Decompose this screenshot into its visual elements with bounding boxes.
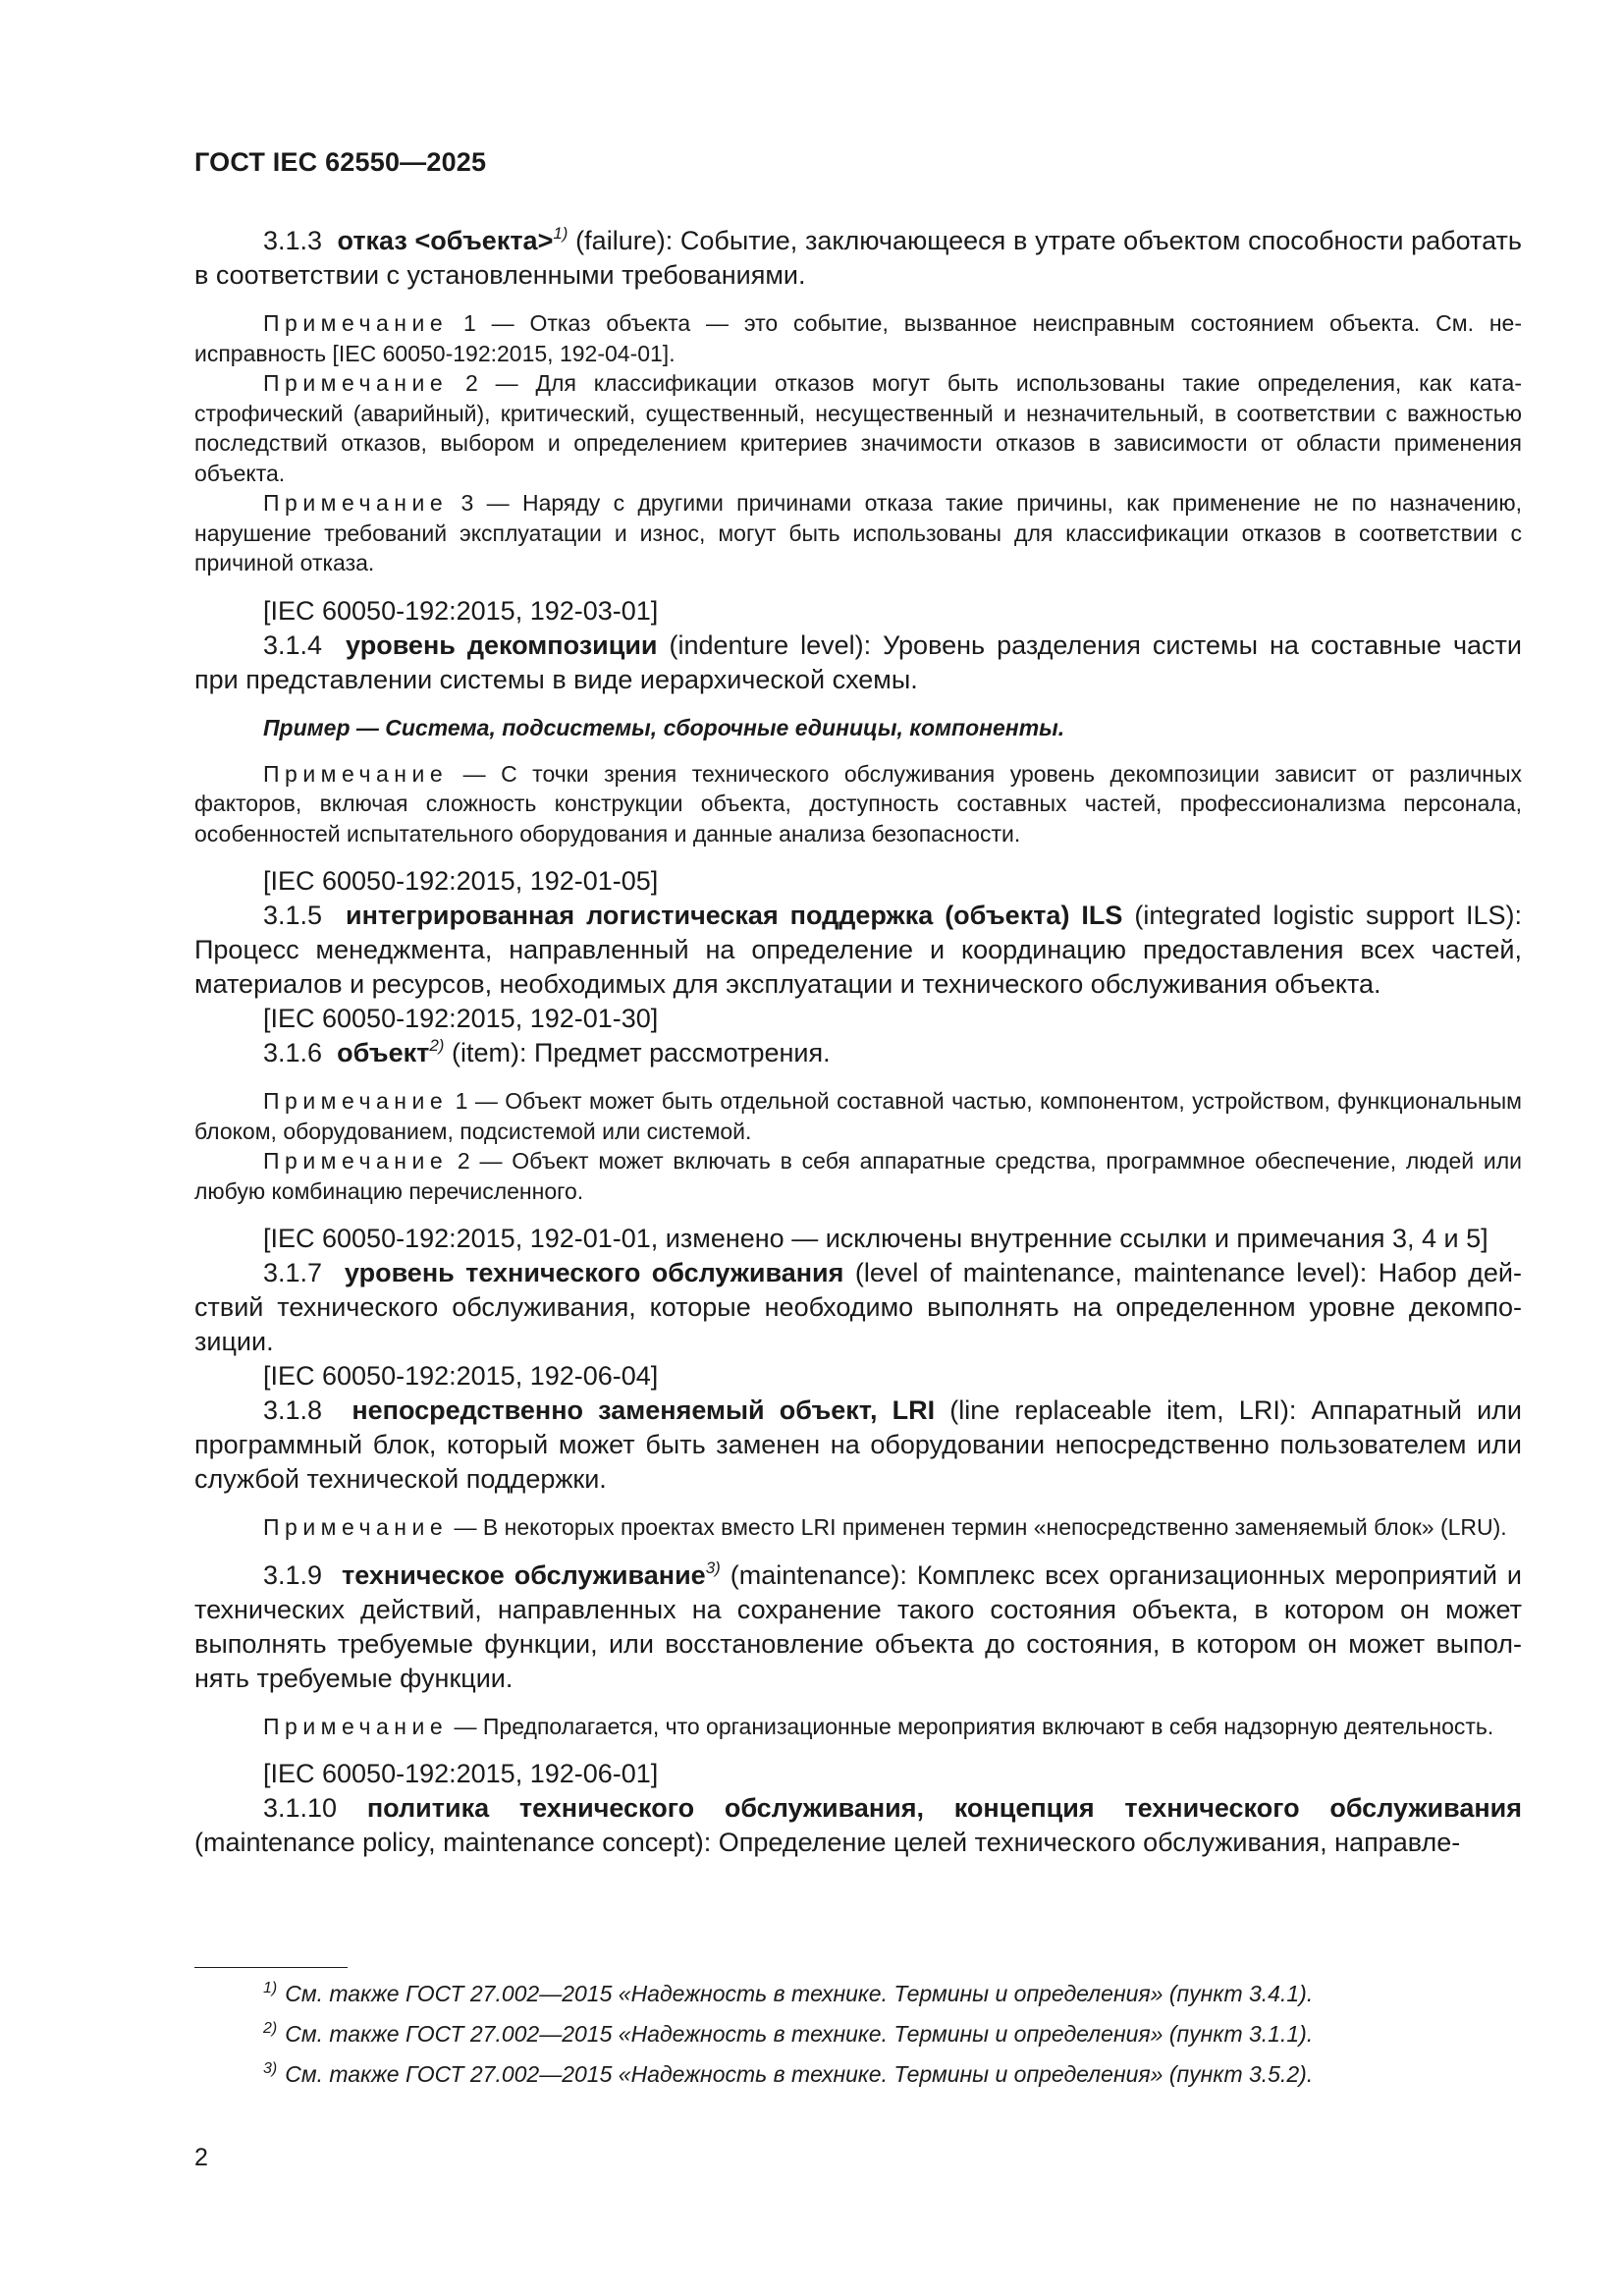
term-reference: [IEC 60050-192:2015, 192-06-04] bbox=[263, 1361, 659, 1391]
note-label: Примечание bbox=[263, 1514, 449, 1540]
page-number: 2 bbox=[194, 2144, 208, 2171]
footnote-mark: 1) bbox=[263, 1980, 278, 1996]
term-definition: (indenture level): Уровень разделения системы на составные части при представлении системы в виде иерархической схемы. bbox=[194, 629, 1522, 694]
term-name: интегрированная логистическая поддержка (объекта) ILS bbox=[346, 901, 1123, 930]
note-label: Примечание bbox=[263, 310, 449, 336]
term-name: уровень технического обслуживания bbox=[344, 1258, 844, 1287]
note bbox=[194, 1712, 1522, 1742]
footnotes bbox=[263, 1974, 1520, 2095]
note bbox=[194, 1512, 1522, 1543]
footnote-mark: 3) bbox=[263, 2060, 278, 2077]
term-definition: (level of maintenance, maintenance level): Набор действий технического обслуживания, которые необходимо выполнять на определенном уровне декомпозиции. bbox=[194, 1258, 1522, 1356]
term-definition: (item): Предмет рассмотрения. bbox=[444, 1038, 831, 1067]
term-reference: [IEC 60050-192:2015, 192-01-01, изменено — исключены внутренние ссылки и примечания 3, 4 и 5] bbox=[263, 1224, 1488, 1253]
footnote-2 bbox=[263, 2014, 1520, 2054]
note-text: 1 — Отказ объекта — это событие, вызванное неисправным состоянием объекта. См. неисправность [IEC 60050-192:2015, 192-04-01]. bbox=[194, 310, 1522, 366]
note-text: 1 — Объект может быть отдельной составной частью, компонентом, устройством, функциональным блоком, оборудованием, подсистемой или системой. bbox=[194, 1088, 1522, 1144]
term-3-1-8 bbox=[194, 1394, 1522, 1497]
note-label: Примечание bbox=[263, 370, 449, 396]
example: Пример — Система, подсистемы, сборочные единицы, компоненты. bbox=[263, 714, 1065, 740]
term-number: 3.1.9 bbox=[263, 1559, 323, 1590]
note-text: — Предполагается, что организационные мероприятия включают в себя надзорную деятельность. bbox=[448, 1713, 1494, 1739]
term-number: 3.1.4 bbox=[263, 629, 323, 660]
term-name: непосредственно заменяемый объект, LRI bbox=[352, 1395, 936, 1425]
term-reference: [IEC 60050-192:2015, 192-03-01] bbox=[263, 595, 659, 626]
term-definition: (maintenance policy, maintenance concept): Определение целей технического обслуживания, направле- bbox=[194, 1828, 1461, 1857]
note-text: — В некоторых проектах вместо LRI применен термин «непосредственно заменяемый блок» (LRU). bbox=[448, 1514, 1507, 1540]
note bbox=[194, 759, 1522, 849]
term-number: 3.1.8 bbox=[263, 1395, 323, 1425]
note-text: 2 — Объект может включать в себя аппаратные средства, программное обеспечение, людей или любую комбинацию перечисленного. bbox=[194, 1148, 1522, 1204]
document-header: ГОСТ IEC 62550—2025 bbox=[194, 147, 487, 177]
term-name: политика технического обслуживания, концепция технического обслуживания bbox=[366, 1793, 1522, 1823]
footnote-ref: 1) bbox=[553, 224, 568, 243]
term-number: 3.1.7 bbox=[263, 1258, 323, 1287]
note-label: Примечание bbox=[263, 1088, 449, 1114]
term-name: объект bbox=[337, 1038, 430, 1067]
note bbox=[194, 1146, 1522, 1206]
term-number: 3.1.3 bbox=[263, 226, 323, 255]
term-3-1-3 bbox=[194, 224, 1522, 293]
term-3-1-9 bbox=[194, 1558, 1522, 1696]
term-number: 3.1.10 bbox=[263, 1793, 338, 1823]
term-name: уровень декомпозиции bbox=[346, 629, 658, 660]
term-reference: [IEC 60050-192:2015, 192-01-30] bbox=[263, 1004, 659, 1033]
term-name: отказ <объекта> bbox=[337, 226, 554, 255]
term-reference: [IEC 60050-192:2015, 192-06-01] bbox=[263, 1759, 659, 1788]
term-definition: (line replaceable item, LRI): Аппаратный или программный блок, который может быть заменен на оборудовании непосредственно пользователем или службой технической поддержки. bbox=[194, 1395, 1522, 1494]
footnote-ref: 2) bbox=[429, 1036, 445, 1055]
note bbox=[194, 1086, 1522, 1146]
footnote-mark: 2) bbox=[263, 2020, 278, 2037]
term-3-1-7 bbox=[194, 1256, 1522, 1359]
term-definition: (failure): Событие, заключающееся в утрате объектом способности работать в соответствии с установленными требованиями. bbox=[194, 226, 1522, 290]
term-3-1-6 bbox=[194, 1036, 1522, 1070]
note-label: Примечание bbox=[263, 760, 449, 787]
note-text: 3 — Наряду с другими причинами отказа такие причины, как применение не по назначению, нарушение требований эксплуатации и износ, могут быть использованы для классификации отказов в соответствии с причиной отказа. bbox=[194, 490, 1522, 575]
footnote-text: См. также ГОСТ 27.002—2015 «Надежность в технике. Термины и определения» (пункт 3.5.2). bbox=[285, 2061, 1314, 2087]
term-definition: (maintenance): Комплекс всех организационных мероприятий и технических действий, направленных на сохранение такого состояния объекта, в котором он может выполнять требуемые функции, или восстановление объекта до состояния, в котором он может выполнять требуемые функции. bbox=[194, 1559, 1523, 1693]
footnote-text: См. также ГОСТ 27.002—2015 «Надежность в технике. Термины и определения» (пункт 3.1.1). bbox=[285, 2021, 1314, 2047]
note-label: Примечание bbox=[263, 1148, 449, 1174]
footnote-ref: 3) bbox=[705, 1558, 721, 1577]
term-number: 3.1.6 bbox=[263, 1038, 323, 1067]
term-3-1-4 bbox=[194, 629, 1522, 697]
note bbox=[194, 308, 1522, 368]
document-body bbox=[194, 224, 1522, 1860]
term-3-1-10 bbox=[194, 1791, 1522, 1860]
term-3-1-5 bbox=[194, 899, 1522, 1002]
footnote-text: См. также ГОСТ 27.002—2015 «Надежность в технике. Термины и определения» (пункт 3.4.1). bbox=[285, 1981, 1314, 2006]
term-name: техническое обслуживание bbox=[342, 1559, 706, 1590]
note-text: 2 — Для классификации отказов могут быть использованы такие определения, как катастрофический (аварийный), критический, существенный, несущественный и незначительный, в соответствии с важностью последствий отказов, выбором и определением критериев значимости отказов в зависимости от области применения объекта. bbox=[194, 370, 1522, 486]
note-label: Примечание bbox=[263, 1713, 449, 1739]
term-number: 3.1.5 bbox=[263, 901, 323, 930]
note bbox=[194, 368, 1522, 488]
note-label: Примечание bbox=[263, 490, 449, 516]
term-reference: [IEC 60050-192:2015, 192-01-05] bbox=[263, 866, 659, 896]
term-definition: (integrated logistic support ILS): Процесс менеджмента, направленный на определение и координацию предоставления всех частей, материалов и ресурсов, необходимых для эксплуатации и технического обслуживания объекта. bbox=[194, 901, 1522, 999]
footnote-separator bbox=[194, 1967, 348, 1968]
footnote-1 bbox=[263, 1974, 1520, 2014]
note-text: — С точки зрения технического обслуживания уровень декомпозиции зависит от различных факторов, включая сложность конструкции объекта, доступность составных частей, профессионализма персонала, особенностей испытательного оборудования и данные анализа безопасности. bbox=[194, 760, 1522, 847]
footnote-3 bbox=[263, 2054, 1520, 2095]
note bbox=[194, 488, 1522, 578]
